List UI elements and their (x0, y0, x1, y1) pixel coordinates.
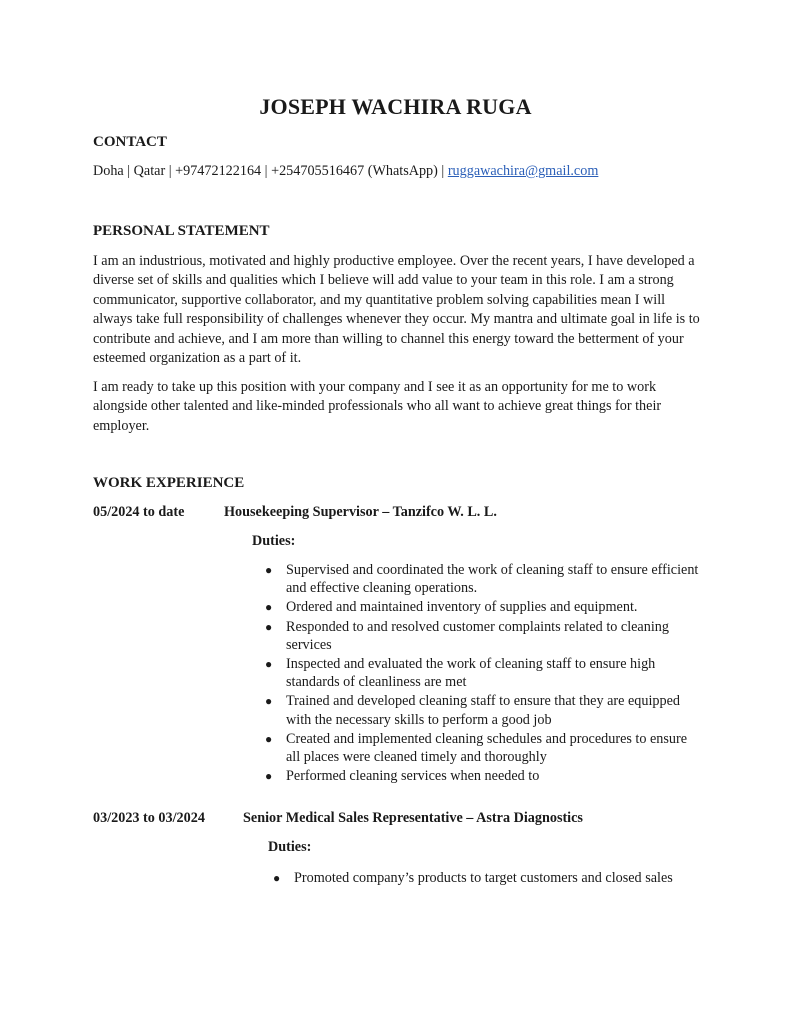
list-item: ● Supervised and coordinated the work of cleaning staff to ensure efficient and effective cleaning operations. (265, 562, 699, 597)
duties-list (262, 561, 702, 786)
candidate-name: JOSEPH WACHIRA RUGA (259, 94, 532, 119)
list-item: ● Promoted company’s products to target customers and closed sales (273, 870, 673, 886)
work-experience-heading: WORK EXPERIENCE (93, 475, 245, 491)
duties-label: Duties: (268, 839, 312, 855)
bullet-icon: ● (265, 657, 273, 672)
bullet-icon: ● (265, 769, 273, 784)
contact-info-text: Doha | Qatar | +97472122164 | +254705516467 (WhatsApp) | (93, 163, 448, 179)
bullet-icon: ● (265, 600, 273, 615)
list-item: ● Created and implemented cleaning schedules and procedures to ensure all places were cleaned timely and thoroughly (265, 730, 688, 766)
contact-details (93, 163, 598, 180)
bullet-icon: ● (265, 619, 273, 634)
bullet-icon: ● (265, 694, 273, 709)
job-title: Senior Medical Sales Representative – Astra Diagnostics (243, 810, 583, 826)
job-dates: 05/2024 to date (93, 504, 185, 520)
personal-statement-heading: PERSONAL STATEMENT (93, 223, 270, 239)
job-title: Housekeeping Supervisor – Tanzifco W. L. L. (224, 504, 497, 520)
bullet-icon: ● (273, 871, 281, 885)
list-item: ● Performed cleaning services when needed to (265, 768, 540, 785)
duties-label: Duties: (252, 533, 296, 549)
list-item: ● Inspected and evaluated the work of cleaning staff to ensure high standards of cleanliness are met (265, 656, 656, 691)
bullet-icon: ● (265, 563, 273, 577)
bullet-icon: ● (265, 731, 273, 746)
personal-statement-paragraph-1: I am an industrious, motivated and highly productive employee. Over the recent years, I have developed a diverse set of skills and qualities which I believe will add value to your team in this role. I am a strong communicator, supportive collaborator, and my quantitative problem solving capabilities mean I will always take full responsibility of challenges whenever they occur. My mantra and ultimate goal in life is to contribute and achieve, and I am more than willing to channel this energy toward the betterment of your esteemed organization as a part of it. (93, 253, 700, 367)
personal-statement-paragraph-2: I am ready to take up this position with your company and I see it as an opportunity for me to work alongside other talented and like-minded professionals who all want to achieve great things for their employer. (93, 379, 662, 434)
duties-list (270, 869, 690, 888)
list-item: ● Responded to and resolved customer complaints related to cleaning services (265, 618, 669, 653)
email-link[interactable]: ruggawachira@gmail.com (447, 163, 599, 179)
list-item: ● Trained and developed cleaning staff to ensure that they are equipped with the necessary skills to perform a good job (265, 693, 680, 728)
list-item: ● Ordered and maintained inventory of supplies and equipment. (265, 599, 638, 616)
contact-heading: CONTACT (93, 134, 167, 150)
job-dates: 03/2023 to 03/2024 (93, 810, 205, 826)
